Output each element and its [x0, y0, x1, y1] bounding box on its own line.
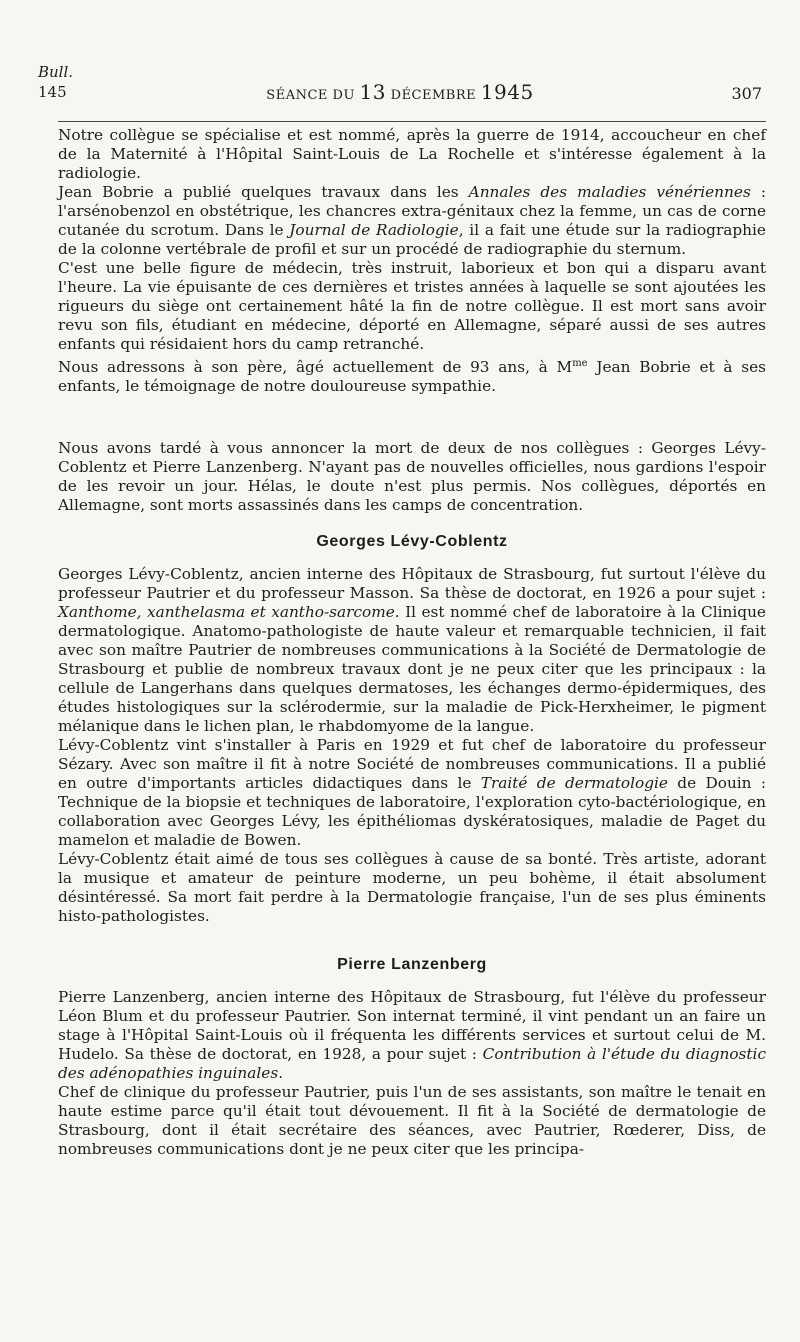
page-number: 307: [731, 84, 762, 103]
paragraph: Pierre Lanzenberg, ancien interne des Hôpitaux de Strasbourg, fut l'élève du professeur Léon Blum et du professeur Pautrier. Son internat terminé, il vint pendant un an faire un stage à l'Hôpital Saint-Louis où il fréquenta les différents services et surtout celui de M. Hudelo. Sa thèse de doctorat, en 1928, a pour sujet : Contribution à l'étude du diagnostic des adénopathies inguinales.: [58, 988, 767, 1083]
section-heading-levy-coblentz: Georges Lévy-Coblentz: [316, 533, 508, 551]
header-rule: [58, 121, 766, 122]
paragraph: C'est une belle figure de médecin, très instruit, laborieux et bon qui a disparu avant l'heure. La vie épuisante de ces dernières et tristes années à laquelle se sont ajoutées les rigueurs du siège ont certainement hâté la fin de notre collègue. Il est mort sans avoir revu son fils, étudiant en médecine, déporté en Allemagne, séparé aussi de ses autres enfants qui résidaient hors du camp retranché.: [58, 259, 766, 353]
paragraph: Nous adressons à son père, âgé actuellement de 93 ans, à $M^{me}$ Jean Bobrie et à ses enfants, le témoignage de notre douloureuse sympathie.: [58, 358, 766, 396]
paragraph: Chef de clinique du professeur Pautrier, puis l'un de ses assistants, son maître le tenait en haute estime parce qu'il était tout dévouement. Il fit à la Société de dermatologie de Strasbourg, dont il était secrétaire des séances, avec Pautrier, Rœderer, Diss, de nombreuses communications dont je ne peux citer que les principa-: [58, 1083, 766, 1159]
journal-abbrev: Bull.: [38, 63, 74, 81]
running-header: SÉANCE DU 13 DÉCEMBRE 1945: [266, 80, 534, 104]
paragraph: Lévy-Coblentz vint s'installer à Paris en 1929 et fut chef de laboratoire du professeur Sézary. Avec son maître il fit à notre Société de nombreuses communications. Il a publié en outre d'importants articles didactiques dans le Traité de dermatologie de Douin : Technique de la biopsie et techniques de laboratoire, l'exploration cyto-bactériologique, en collaboration avec Georges Lévy, les épithéliomas dyskératosiques, maladie de Paget du mamelon et maladie de Bowen.: [58, 736, 767, 850]
intro-paragraph: Nous avons tardé à vous annoncer la mort de deux de nos collègues : Georges Lévy-Coblentz et Pierre Lanzenberg. N'ayant pas de nouvelles officielles, nous gardions l'espoir de les revoir un jour. Hélas, le doute n'est plus permis. Nos collègues, déportés en Allemagne, sont morts assassinés dans les camps de concentration.: [58, 439, 766, 515]
section-heading-lanzenberg: Pierre Lanzenberg: [337, 956, 487, 974]
paragraph: Georges Lévy-Coblentz, ancien interne des Hôpitaux de Strasbourg, fut surtout l'élève du professeur Pautrier et du professeur Masson. Sa thèse de doctorat, en 1926 a pour sujet : Xanthome, xanthelasma et xantho-sarcome. Il est nommé chef de laboratoire à la Clinique dermatologique. Anatomo-pathologiste de haute valeur et remarquable technicien, il fait avec son maître Pautrier de nombreuses communications à la Société de Dermatologie de Strasbourg et publie de nombreux travaux dont je ne peux citer que les principaux : la cellule de Langerhans dans quelques dermatoses, les échanges dermo-épidermiques, des études histologiques sur la sclérodermie, sur la maladie de Pick-Herxheimer, le pigment mélanique dans le lichen plan, le rhabdomyome de la langue.: [58, 565, 766, 736]
article-body: [58, 126, 766, 1159]
paragraph: Notre collègue se spécialise et est nommé, après la guerre de 1914, accoucheur en chef de la Maternité à l'Hôpital Saint-Louis de La Rochelle et s'intéresse également à la radiologie.: [58, 126, 766, 182]
paragraph: Lévy-Coblentz était aimé de tous ses collègues à cause de sa bonté. Très artiste, adorant la musique et amateur de peinture moderne, un peu bohème, il était absolument désintéressé. Sa mort fait perdre à la Dermatologie française, l'un de ses plus éminents histo-pathologistes.: [58, 850, 766, 926]
paragraph: Jean Bobrie a publié quelques travaux dans les Annales des maladies vénériennes : l'arsénobenzol en obstétrique, les chancres extra-génitaux chez la femme, un cas de corne cutanée du scrotum. Dans le Journal de Radiologie, il a fait une étude sur la radiographie de la colonne vertébrale de profil et sur un procédé de radiographie du sternum.: [58, 183, 766, 258]
volume-number: 145: [38, 83, 67, 101]
